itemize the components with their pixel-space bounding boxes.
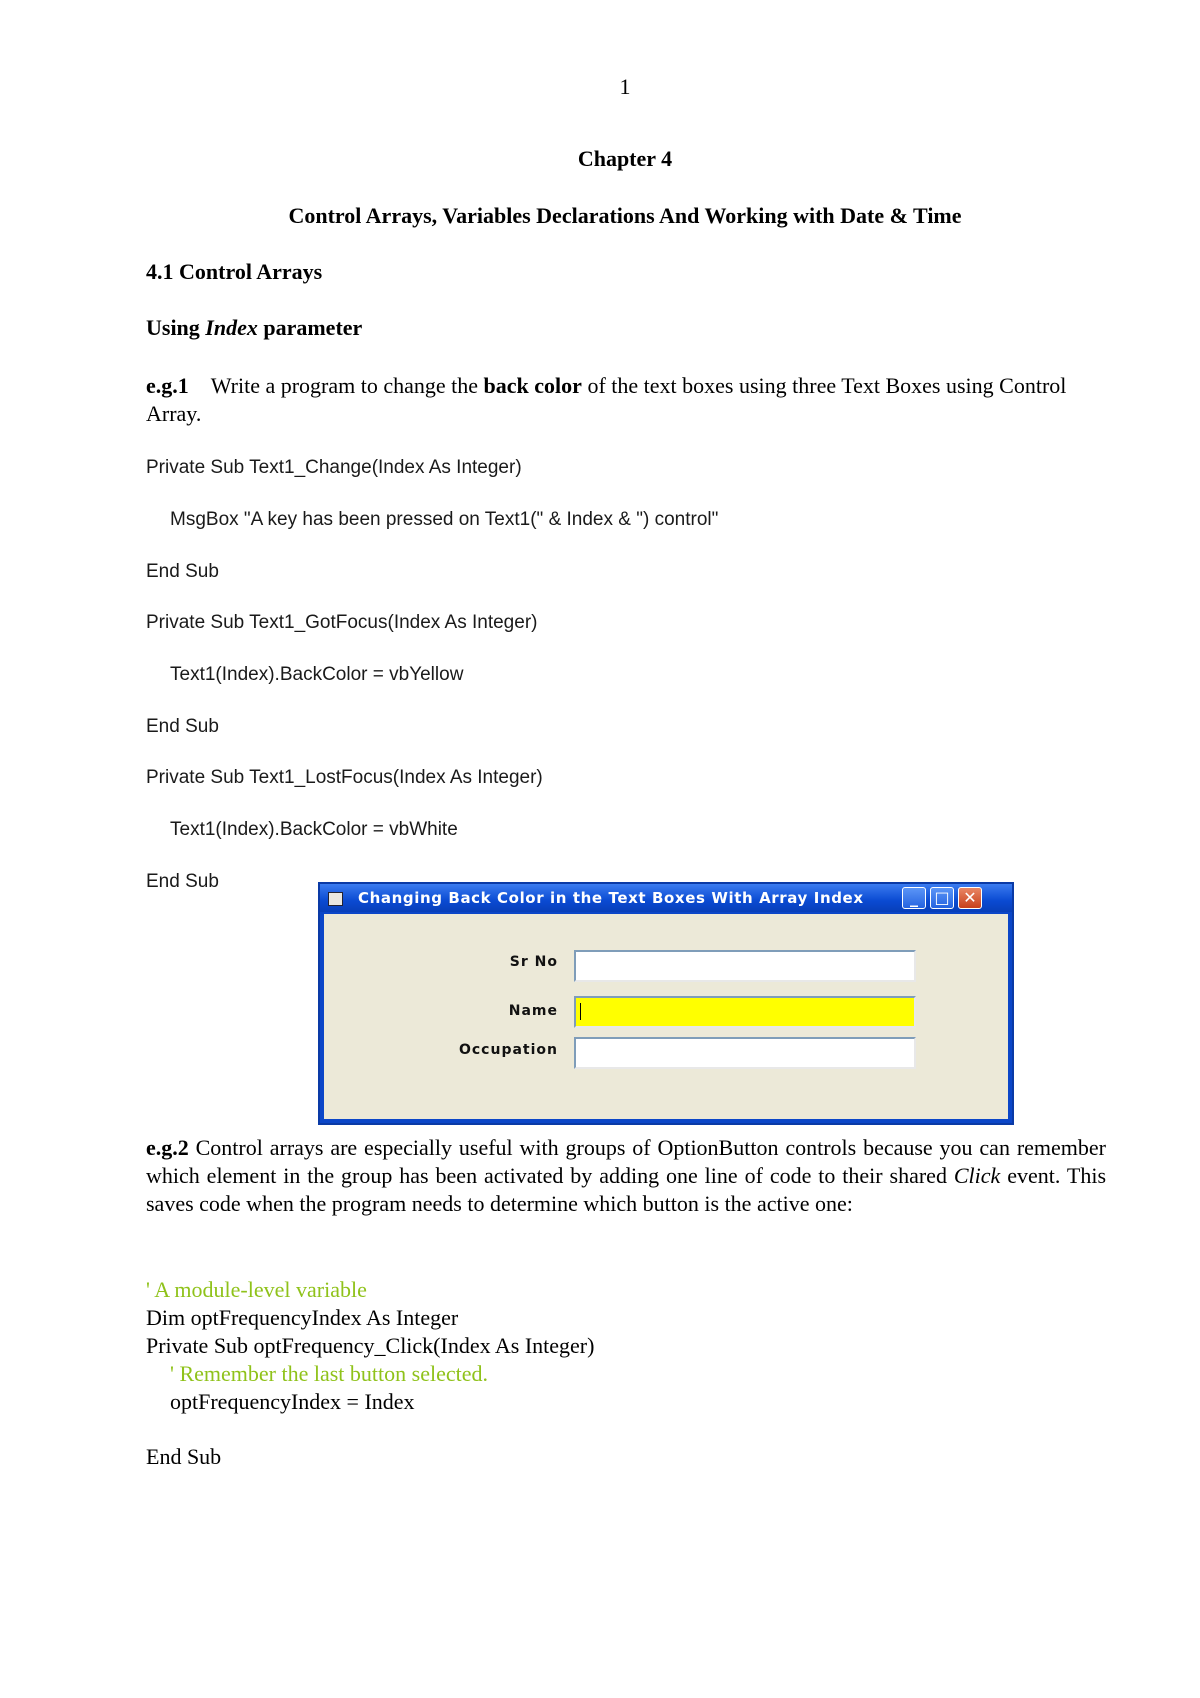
subheading-prefix: Using — [146, 315, 206, 340]
name-label: Name — [508, 1003, 558, 1019]
code1-line: Private Sub Text1_GotFocus(Index As Integer) — [146, 612, 538, 633]
example1-text-after: of the text boxes using three Text Boxes using Control Array. — [146, 373, 1067, 426]
form-icon — [328, 892, 343, 906]
example1-paragraph — [146, 372, 1106, 428]
example2-italic: Click — [953, 1163, 1001, 1188]
subheading-suffix: parameter — [257, 315, 363, 340]
example2-label: e.g.2 — [146, 1135, 189, 1160]
chapter-subtitle: Control Arrays, Variables Declarations And Working with Date & Time — [288, 203, 962, 228]
example1-label: e.g.1 — [146, 373, 189, 398]
example2-text-b: event. This saves code when the program needs to determine which button is the active one: — [146, 1163, 1107, 1216]
code1-line: End Sub — [146, 716, 219, 737]
example2-paragraph — [146, 1134, 1106, 1218]
example1-text-before: Write a program to change the — [210, 373, 484, 398]
code1-line: End Sub — [146, 871, 219, 892]
code1-line: Private Sub Text1_Change(Index As Integer) — [146, 457, 522, 478]
srno-label: Sr No — [509, 954, 558, 970]
window-titlebar — [320, 884, 1012, 912]
text-caret — [580, 1003, 581, 1020]
code2-comment: ' Remember the last button selected. — [170, 1361, 488, 1386]
code2-line: Dim optFrequencyIndex As Integer — [146, 1305, 459, 1330]
srno-textbox[interactable] — [574, 950, 916, 982]
code2-line: optFrequencyIndex = Index — [170, 1389, 415, 1414]
maximize-button[interactable]: □ — [930, 887, 954, 909]
form-client-area — [324, 914, 1008, 1119]
code2-line: End Sub — [146, 1444, 222, 1469]
subheading-italic: Index — [205, 315, 258, 340]
code2-comment: ' A module-level variable — [146, 1277, 367, 1302]
code1-line: Text1(Index).BackColor = vbYellow — [170, 664, 464, 685]
section-heading: 4.1 Control Arrays — [146, 259, 323, 284]
subheading — [146, 315, 362, 341]
chapter-title: Chapter 4 — [577, 146, 673, 171]
code1-line: MsgBox "A key has been pressed on Text1(" & Index & ") control" — [170, 509, 719, 530]
name-textbox[interactable] — [574, 996, 916, 1028]
code1-line: Private Sub Text1_LostFocus(Index As Integer) — [146, 767, 543, 788]
code2-line: Private Sub optFrequency_Click(Index As Integer) — [146, 1333, 595, 1358]
page-number: 1 — [619, 74, 631, 99]
occupation-textbox[interactable] — [574, 1037, 916, 1069]
code1-line: Text1(Index).BackColor = vbWhite — [170, 819, 458, 840]
occupation-label: Occupation — [458, 1042, 558, 1058]
example1-text-bold: back color — [483, 373, 582, 398]
vb-form-window — [318, 882, 1014, 1125]
example2-text-a: Control arrays are especially useful with groups of OptionButton controls because you can remember which element in the group has been activated by adding one line of code to their shared — [146, 1135, 1106, 1188]
close-button[interactable]: ✕ — [958, 887, 982, 909]
code1-line: End Sub — [146, 561, 219, 582]
minimize-button[interactable]: _ — [902, 887, 926, 909]
window-title: Changing Back Color in the Text Boxes With Array Index — [358, 889, 864, 907]
